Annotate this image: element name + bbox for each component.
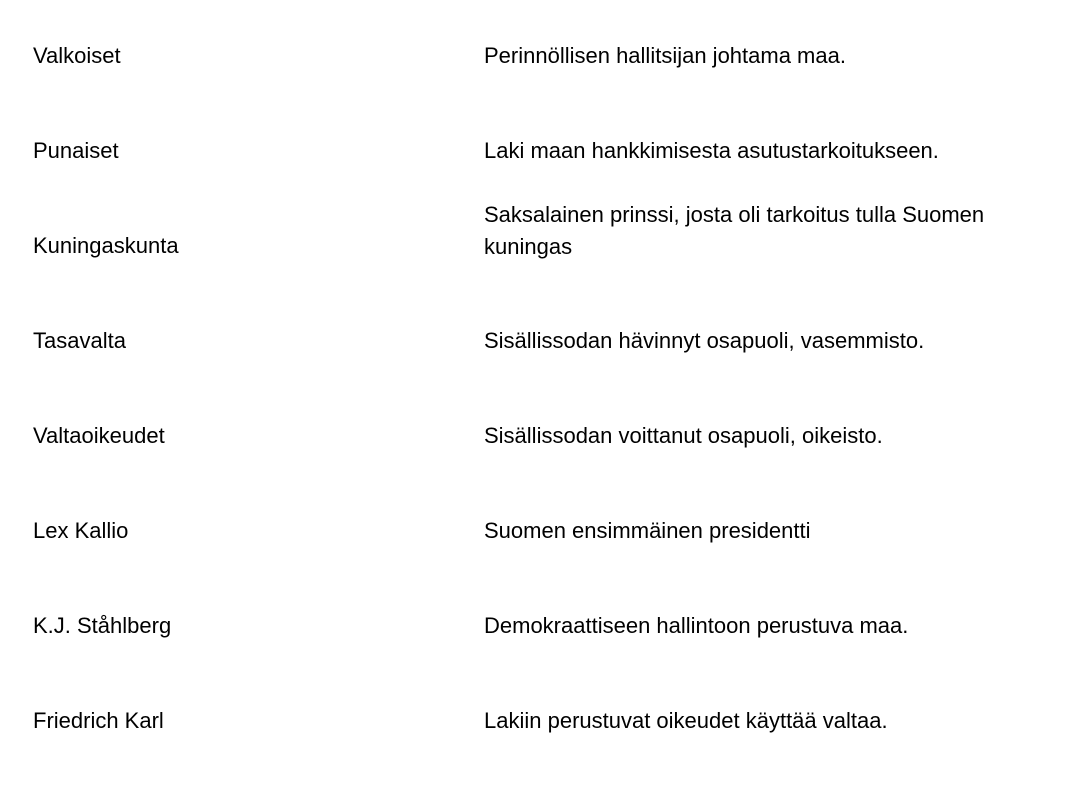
term-item: Valtaoikeudet xyxy=(33,423,165,448)
definition-item: Sisällissodan hävinnyt osapuoli, vasemmisto. xyxy=(484,328,925,353)
matching-row-5 xyxy=(0,406,1070,466)
matching-row-1 xyxy=(0,26,1070,86)
matching-row-8 xyxy=(0,691,1070,751)
term-item: Friedrich Karl xyxy=(33,708,164,733)
definition-item: Suomen ensimmäinen presidentti xyxy=(484,518,811,543)
definition-item: Saksalainen prinssi, josta oli tarkoitus tulla Suomen kuningas xyxy=(484,202,985,259)
term-item: Kuningaskunta xyxy=(33,233,179,258)
matching-row-2 xyxy=(0,121,1070,181)
definition-item: Lakiin perustuvat oikeudet käyttää valtaa. xyxy=(484,708,888,733)
matching-row-4 xyxy=(0,311,1070,371)
term-item: Tasavalta xyxy=(33,328,126,353)
term-item: Lex Kallio xyxy=(33,518,129,543)
definition-item: Laki maan hankkimisesta asutustarkoitukseen. xyxy=(484,138,939,163)
term-item: Punaiset xyxy=(33,138,119,163)
matching-row-7 xyxy=(0,596,1070,656)
matching-row-3 xyxy=(0,199,1070,263)
matching-row-6 xyxy=(0,501,1070,561)
term-item: Valkoiset xyxy=(33,43,121,68)
definition-item: Sisällissodan voittanut osapuoli, oikeisto. xyxy=(484,423,883,448)
term-item: K.J. Ståhlberg xyxy=(33,613,172,638)
definition-item: Perinnöllisen hallitsijan johtama maa. xyxy=(484,43,846,68)
definition-item: Demokraattiseen hallintoon perustuva maa. xyxy=(484,613,909,638)
